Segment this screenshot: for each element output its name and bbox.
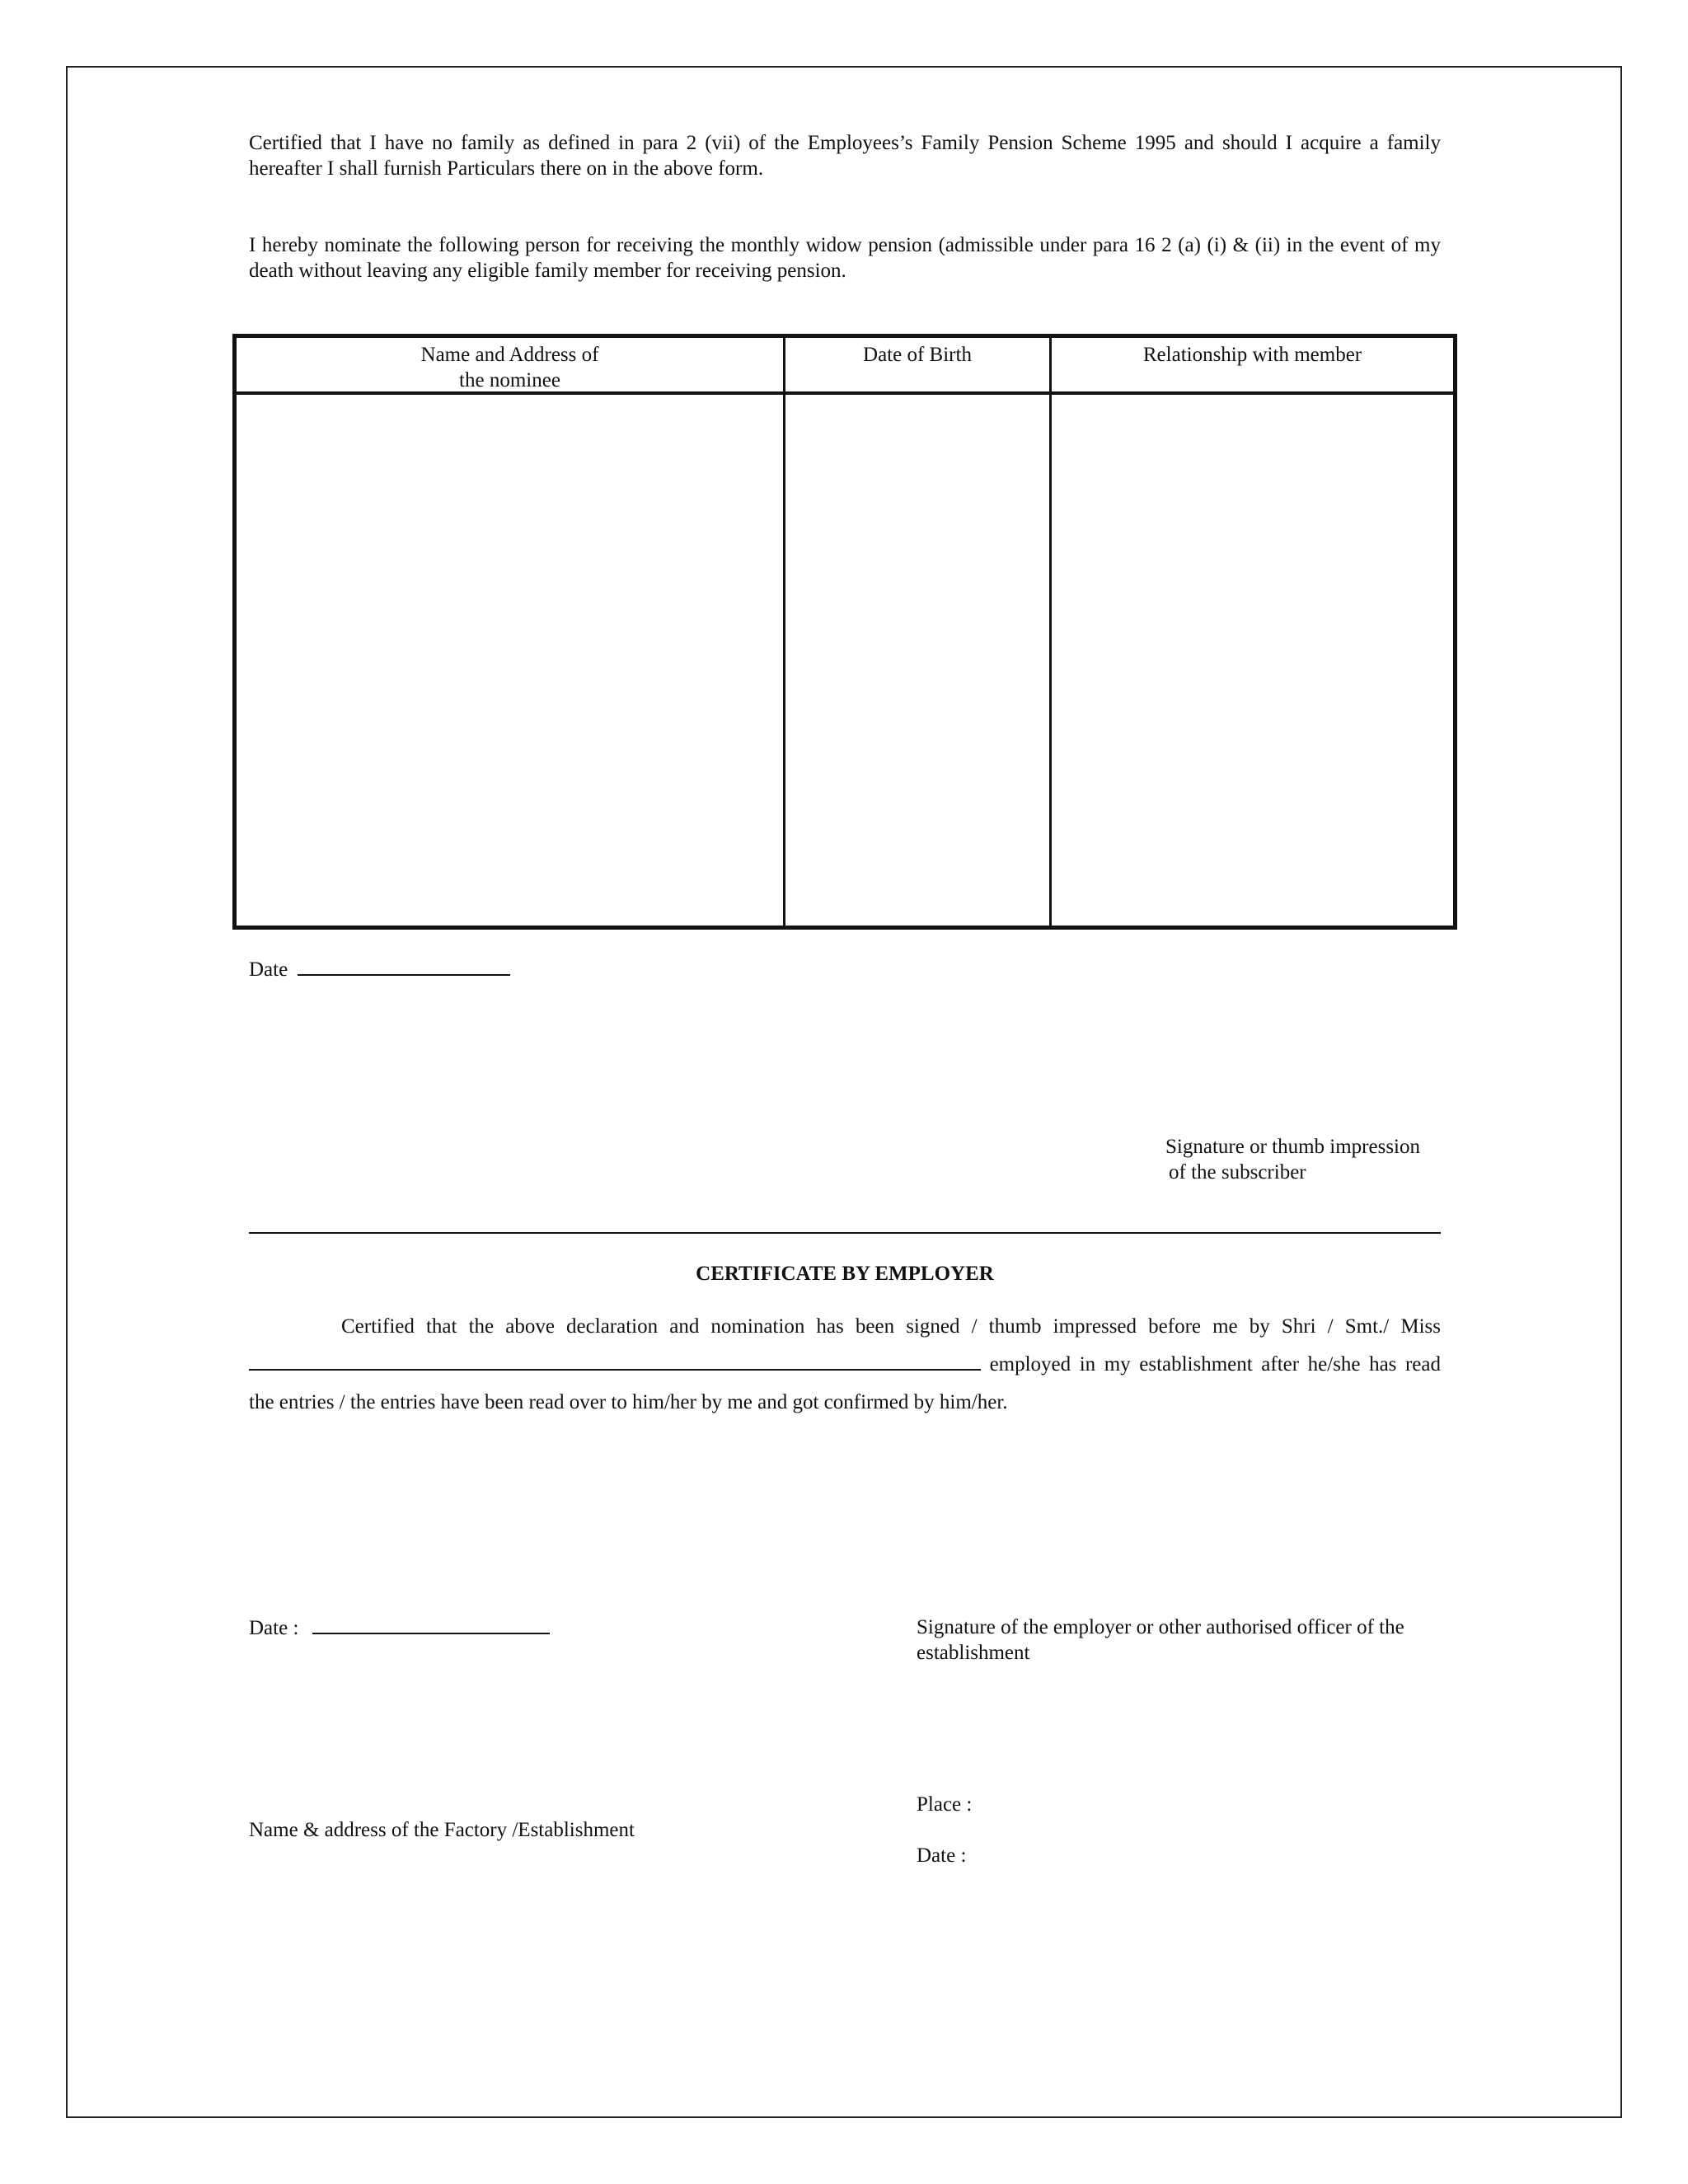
certificate-date-label: Date : (917, 1844, 967, 1867)
table-column-divider (783, 338, 785, 926)
column-header-name-address (237, 342, 783, 393)
place-label: Place : (917, 1793, 973, 1816)
subscriber-signature-line1: Signature or thumb impression (1165, 1136, 1420, 1158)
column-header-name-line1: Name and Address of (420, 344, 599, 366)
certificate-title: CERTIFICATE BY EMPLOYER (696, 1263, 994, 1285)
employer-date-label: Date : (249, 1617, 299, 1639)
certificate-body (249, 1308, 1441, 1422)
column-header-date-of-birth: Date of Birth (863, 344, 972, 366)
employee-name-blank[interactable] (249, 1351, 981, 1371)
subscriber-date-blank[interactable] (298, 956, 510, 976)
section-divider (249, 1232, 1441, 1234)
column-header-name-line2: the nominee (459, 369, 560, 391)
establishment-name-address-label: Name & address of the Factory /Establishment (249, 1819, 635, 1841)
nominee-table (232, 334, 1457, 930)
employer-signature-caption: Signature of the employer or other authorised officer of the establishment (917, 1616, 1404, 1664)
certificate-body-part1: Certified that the above declaration and nomination has been signed / thumb impressed before me by Shri / Smt./ Miss (341, 1315, 1441, 1338)
employer-date-field (249, 1615, 550, 1641)
column-header-relationship: Relationship with member (1142, 344, 1362, 366)
subscriber-signature-caption (1165, 1134, 1446, 1185)
subscriber-date-field (249, 956, 510, 982)
certificate-body-part2: employed in my establishment after he/she has read the entries / the entries have been read over to him/her by me and got confirmed by him/her. (249, 1353, 1441, 1413)
no-family-declaration: Certified that I have no family as defined in para 2 (vii) of the Employees’s Family Pension Scheme 1995 and should I acquire a family hereafter I shall furnish Particulars there on in the above form. (249, 132, 1441, 180)
subscriber-date-label: Date (249, 958, 288, 981)
table-column-divider (1049, 338, 1052, 926)
employer-date-blank[interactable] (312, 1615, 550, 1634)
nomination-declaration: I hereby nominate the following person for receiving the monthly widow pension (admissible under para 16 2 (a) (i) & (ii) in the event of my death without leaving any eligible family member for receiving pension. (249, 234, 1441, 282)
subscriber-signature-line2: of the subscriber (1169, 1161, 1306, 1183)
